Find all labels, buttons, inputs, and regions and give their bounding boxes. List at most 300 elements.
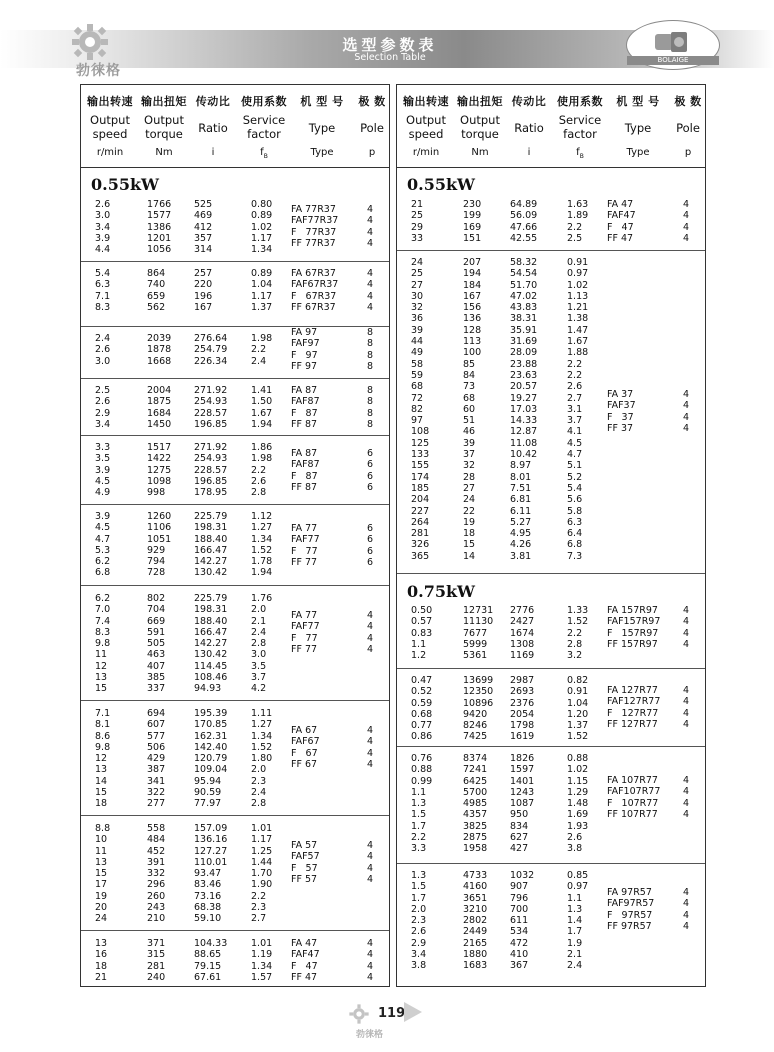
table-cell: 1.3 <box>567 903 583 915</box>
table-cell: 264 <box>411 516 430 528</box>
table-cell: 0.50 <box>411 605 433 616</box>
table-cell: 68 <box>463 392 476 404</box>
col-pole <box>367 327 383 372</box>
table-cell: FA 157R97 <box>607 605 658 616</box>
table-cell: 1.78 <box>251 556 273 568</box>
unit-pole: p <box>368 147 376 158</box>
col-pole-en: Pole <box>676 121 700 135</box>
table-cell: FAF97 <box>291 338 320 350</box>
unit-torque: Nm <box>471 147 489 158</box>
table-cell: 6425 <box>463 775 488 787</box>
table-cell: 120.79 <box>194 753 228 765</box>
table-cell: 94.93 <box>194 683 222 695</box>
table-cell: 2.6 <box>251 475 267 487</box>
col-sf-en: Service factor <box>558 113 602 141</box>
table-cell: 2.1 <box>567 949 583 961</box>
unit-type: Type <box>626 147 650 158</box>
table-cell: 2039 <box>147 333 172 344</box>
table-cell: 929 <box>147 544 166 556</box>
table-cell: 277 <box>147 798 166 810</box>
col-torque <box>147 593 187 695</box>
col-ratio-en: Ratio <box>198 121 228 135</box>
table-cell: 32 <box>411 302 424 314</box>
col-ratio <box>510 199 554 244</box>
table-cell: 1.52 <box>567 616 589 628</box>
col-speed-cn: 输出转速 <box>87 95 133 108</box>
table-cell: 0.86 <box>411 731 433 743</box>
table-cell: 627 <box>510 832 529 844</box>
table-cell: 2987 <box>510 675 535 686</box>
table-cell: 11 <box>95 649 108 661</box>
table-cell: 1.19 <box>251 949 273 961</box>
table-cell: 5.8 <box>567 505 583 517</box>
table-cell: 8 <box>367 360 374 372</box>
col-torque <box>463 257 503 562</box>
table-cell: 1826 <box>510 753 535 764</box>
table-cell: F 97 <box>291 349 318 361</box>
table-cell: 2.1 <box>251 615 267 627</box>
table-cell: 5.2 <box>567 471 583 483</box>
table-cell: 1.29 <box>567 786 589 798</box>
table-cell: FA 67R37 <box>291 268 336 279</box>
table-cell: 1.17 <box>251 834 273 846</box>
table-cell: 4 <box>683 696 690 708</box>
row-divider <box>81 326 389 327</box>
table-cell: 100 <box>463 347 482 359</box>
table-cell: 1.2 <box>411 650 427 662</box>
table-cell: 0.59 <box>411 697 433 709</box>
table-cell: 1.13 <box>567 290 589 302</box>
table-cell: 1056 <box>147 244 172 256</box>
table-cell: 18 <box>463 528 476 540</box>
footer-logo-text: 勃徕格 <box>356 1030 384 1040</box>
table-cell: 8246 <box>463 720 488 732</box>
table-cell: 109.04 <box>194 764 228 776</box>
right-selection-table <box>396 84 706 987</box>
table-cell: 24 <box>463 494 476 506</box>
table-cell: 155 <box>411 460 430 472</box>
table-cell: 95.94 <box>194 775 222 787</box>
table-cell: 56.09 <box>510 210 538 222</box>
table-cell: 28.09 <box>510 347 538 359</box>
table-cell: FA 77 <box>291 610 318 621</box>
table-cell: 1.67 <box>251 407 273 419</box>
table-cell: 12350 <box>463 686 494 698</box>
col-ratio <box>510 257 554 562</box>
table-cell: 195.39 <box>194 708 228 719</box>
table-cell: 4 <box>683 232 690 244</box>
table-cell: 385 <box>147 672 166 684</box>
table-cell: 198.31 <box>194 522 228 534</box>
table-cell: 25 <box>411 268 424 280</box>
table-cell: 4 <box>683 685 690 696</box>
table-cell: F 47 <box>291 960 318 972</box>
table-cell: 11130 <box>463 616 494 628</box>
table-cell: 534 <box>510 926 529 938</box>
col-type <box>291 268 361 313</box>
table-cell: F 157R97 <box>607 627 659 639</box>
col-speed <box>411 199 451 244</box>
table-cell: 142.40 <box>194 741 228 753</box>
col-ratio-en: Ratio <box>514 121 544 135</box>
table-cell: 1450 <box>147 418 172 430</box>
table-cell: 166.47 <box>194 626 228 638</box>
col-pole <box>367 938 383 983</box>
table-cell: FA 107R77 <box>607 775 658 786</box>
table-cell: 20 <box>95 902 108 914</box>
table-cell: 1.89 <box>567 210 589 222</box>
table-cell: 1.5 <box>411 809 427 821</box>
col-ratio <box>194 199 238 255</box>
table-cell: 169 <box>463 221 482 233</box>
table-cell: 8 <box>367 327 374 338</box>
table-cell: 1619 <box>510 731 535 743</box>
table-cell: 39 <box>411 324 424 336</box>
table-cell: 1.94 <box>251 418 273 430</box>
col-torque <box>147 199 187 255</box>
table-cell: 3825 <box>463 820 488 832</box>
table-cell: 230 <box>463 199 482 210</box>
table-cell: 82 <box>411 403 424 415</box>
table-cell: 47.02 <box>510 290 538 302</box>
table-cell: FA 97 <box>291 327 318 338</box>
table-cell: 43.83 <box>510 302 538 314</box>
col-sf <box>567 199 603 244</box>
table-cell: FF 87 <box>291 481 318 493</box>
table-cell: 72 <box>411 392 424 404</box>
table-cell: 16 <box>95 949 108 961</box>
table-cell: FAF87 <box>291 459 320 471</box>
col-ratio <box>510 675 554 743</box>
table-cell: 4 <box>683 422 690 434</box>
col-ratio <box>194 511 238 579</box>
table-cell: FA 47 <box>607 199 634 210</box>
table-cell: 5.27 <box>510 516 532 528</box>
section-title-075kw: 0.75kW <box>407 582 476 601</box>
table-cell: 1.93 <box>567 820 589 832</box>
table-cell: FAF107R77 <box>607 786 661 798</box>
logo-text: 勃徕格 <box>76 63 121 79</box>
table-cell: 21 <box>411 199 424 210</box>
table-header <box>397 85 705 168</box>
company-logo <box>46 20 146 80</box>
table-cell: 4 <box>367 215 374 227</box>
table-cell: 108 <box>411 426 430 438</box>
table-cell: 6.8 <box>95 567 111 579</box>
table-cell: 130.42 <box>194 649 228 661</box>
table-cell: 4 <box>683 898 690 910</box>
row-divider <box>397 746 705 747</box>
col-torque <box>147 333 187 367</box>
table-cell: 178.95 <box>194 487 228 499</box>
table-cell: 125 <box>411 437 430 449</box>
table-cell: 4 <box>683 221 690 233</box>
table-cell: 2.6 <box>411 926 427 938</box>
table-cell: 4 <box>367 643 374 655</box>
table-cell: 1.37 <box>567 720 589 732</box>
col-speed <box>95 442 135 498</box>
table-cell: 694 <box>147 708 166 719</box>
table-cell: 24 <box>411 257 424 268</box>
table-cell: 51.70 <box>510 279 538 291</box>
table-cell: 577 <box>147 730 166 742</box>
table-cell: 35.91 <box>510 324 538 336</box>
table-cell: 1597 <box>510 764 535 776</box>
table-cell: 7.3 <box>567 550 583 562</box>
col-ratio <box>194 268 238 313</box>
table-cell: 93.47 <box>194 868 222 880</box>
table-cell: 1.98 <box>251 333 273 344</box>
table-cell: F 47 <box>607 221 634 233</box>
table-cell: 27 <box>411 279 424 291</box>
header-row-cn <box>397 93 705 109</box>
table-cell: FAF47 <box>607 210 636 222</box>
table-cell: 315 <box>147 949 166 961</box>
col-torque <box>147 442 187 498</box>
col-sf <box>567 753 603 855</box>
table-cell: 3.0 <box>251 649 267 661</box>
gear-icon <box>62 20 118 64</box>
table-cell: 4160 <box>463 881 488 893</box>
table-cell: 6 <box>367 545 374 557</box>
table-cell: 0.52 <box>411 686 433 698</box>
col-torque <box>463 675 503 743</box>
table-cell: 12731 <box>463 605 494 616</box>
table-cell: 2.2 <box>251 464 267 476</box>
table-cell: 2.9 <box>411 937 427 949</box>
table-cell: 19 <box>463 516 476 528</box>
table-cell: 1.50 <box>251 396 273 408</box>
col-type-en: Type <box>624 121 652 135</box>
table-cell: 1.67 <box>567 336 589 348</box>
table-cell: 0.80 <box>251 199 273 210</box>
table-cell: 1087 <box>510 798 535 810</box>
col-type <box>291 448 361 493</box>
table-cell: 1.48 <box>567 798 589 810</box>
table-cell: 17 <box>95 879 108 891</box>
table-cell: 225.79 <box>194 593 228 604</box>
col-sf <box>251 938 287 983</box>
col-sf <box>567 605 603 661</box>
table-cell: 13699 <box>463 675 494 686</box>
table-cell: 4 <box>683 808 690 820</box>
col-pole <box>683 199 699 244</box>
table-cell: 4 <box>367 747 374 759</box>
table-cell: 4.5 <box>95 522 111 534</box>
table-cell: 47.66 <box>510 221 538 233</box>
col-sf-cn: 使用系数 <box>557 95 603 108</box>
table-cell: 1386 <box>147 221 172 233</box>
table-cell: 77.97 <box>194 798 222 810</box>
table-cell: 3.7 <box>567 415 583 427</box>
table-cell: 8.1 <box>95 719 111 731</box>
table-cell: FAF67R37 <box>291 279 339 291</box>
table-cell: 46 <box>463 426 476 438</box>
col-torque <box>463 605 503 661</box>
table-cell: F 67R37 <box>291 290 337 302</box>
table-cell: 562 <box>147 301 166 313</box>
table-cell: 3.9 <box>95 232 111 244</box>
row-divider <box>81 435 389 436</box>
table-cell: 0.89 <box>251 268 273 279</box>
col-torque-cn: 输出扭矩 <box>457 95 503 108</box>
table-cell: 337 <box>147 683 166 695</box>
table-cell: 1.70 <box>251 868 273 880</box>
table-cell: F 57 <box>291 862 318 874</box>
table-cell: 73 <box>463 381 476 393</box>
table-cell: 4 <box>367 873 374 885</box>
table-cell: 326 <box>411 539 430 551</box>
table-cell: 2.5 <box>95 385 111 396</box>
table-cell: 1.27 <box>251 522 273 534</box>
table-cell: 611 <box>510 915 529 927</box>
col-ratio <box>510 605 554 661</box>
table-cell: 4733 <box>463 870 488 881</box>
table-cell: 1.11 <box>251 708 273 719</box>
table-cell: 427 <box>510 843 529 855</box>
table-cell: 254.93 <box>194 396 228 408</box>
unit-type: Type <box>310 147 334 158</box>
col-type <box>607 389 677 434</box>
table-cell: 31.69 <box>510 336 538 348</box>
table-cell: 32 <box>463 460 476 472</box>
table-cell: 108.46 <box>194 672 228 684</box>
table-cell: 1.34 <box>251 533 273 545</box>
table-cell: 452 <box>147 845 166 857</box>
table-cell: 2.7 <box>251 913 267 925</box>
col-sf <box>251 268 287 313</box>
col-sf <box>251 593 287 695</box>
table-cell: 2.2 <box>411 832 427 844</box>
table-cell: 4 <box>683 616 690 628</box>
table-cell: 114.45 <box>194 660 228 672</box>
table-cell: FA 57 <box>291 840 318 851</box>
table-cell: FA 37 <box>607 389 634 400</box>
row-divider <box>81 815 389 816</box>
table-cell: 7677 <box>463 627 488 639</box>
table-cell: 196 <box>194 290 213 302</box>
table-cell: FF 67R37 <box>291 301 336 313</box>
header-row-cn <box>81 93 389 109</box>
table-cell: 669 <box>147 615 166 627</box>
table-cell: 8 <box>367 418 374 430</box>
table-cell: 2.7 <box>567 392 583 404</box>
table-cell: 410 <box>510 949 529 961</box>
table-cell: 3.2 <box>567 650 583 662</box>
table-cell: F 87 <box>291 407 318 419</box>
table-cell: 5.4 <box>95 268 111 279</box>
table-cell: 1668 <box>147 355 172 367</box>
table-cell: 1201 <box>147 232 172 244</box>
table-cell: 54.54 <box>510 268 538 280</box>
table-cell: 4 <box>367 226 374 238</box>
col-pole <box>367 610 383 655</box>
table-cell: F 97R57 <box>607 909 653 921</box>
table-cell: 1875 <box>147 396 172 408</box>
table-cell: 7.4 <box>95 615 111 627</box>
table-cell: 18 <box>95 960 108 972</box>
table-cell: 4.4 <box>95 244 111 256</box>
table-cell: 1674 <box>510 627 535 639</box>
table-cell: 58.32 <box>510 257 538 268</box>
col-sf-en: Service factor <box>242 113 286 141</box>
col-torque-en: Output torque <box>144 113 184 141</box>
table-cell: 3.4 <box>411 949 427 961</box>
table-cell: 64.89 <box>510 199 538 210</box>
table-cell: FF 37 <box>607 422 634 434</box>
col-sf <box>251 511 287 579</box>
table-cell: 84 <box>463 369 476 381</box>
table-cell: 4.9 <box>95 487 111 499</box>
table-cell: 18 <box>95 798 108 810</box>
table-cell: 4 <box>367 851 374 863</box>
table-cell: 27 <box>463 482 476 494</box>
table-cell: 1.7 <box>567 926 583 938</box>
table-cell: 1.20 <box>567 708 589 720</box>
row-divider <box>397 668 705 669</box>
page-title: 选型参数表 <box>342 36 438 54</box>
unit-sf: $f_B$ <box>576 147 584 160</box>
col-torque <box>147 268 187 313</box>
table-cell: 167 <box>463 290 482 302</box>
table-cell: 151 <box>463 232 482 244</box>
table-cell: 196.85 <box>194 475 228 487</box>
table-cell: 2.4 <box>95 333 111 344</box>
table-cell: FF 127R77 <box>607 718 658 730</box>
col-sf <box>251 823 287 925</box>
unit-pole: p <box>684 147 692 158</box>
table-cell: 25 <box>411 210 424 222</box>
table-cell: F 127R77 <box>607 707 659 719</box>
col-ratio-cn: 传动比 <box>511 95 547 108</box>
table-cell: 3.1 <box>567 403 583 415</box>
table-cell: 1.69 <box>567 809 589 821</box>
table-cell: 3210 <box>463 903 488 915</box>
table-cell: 2.2 <box>567 369 583 381</box>
col-sf <box>567 675 603 743</box>
col-sf <box>567 870 603 972</box>
table-cell: 2.6 <box>567 832 583 844</box>
table-cell: 2.4 <box>251 787 267 799</box>
table-cell: 0.47 <box>411 675 433 686</box>
table-cell: 4 <box>683 775 690 786</box>
table-cell: 4 <box>683 718 690 730</box>
table-cell: 1422 <box>147 453 172 465</box>
table-cell: 8.6 <box>95 730 111 742</box>
table-cell: 7241 <box>463 764 488 776</box>
table-cell: 1.94 <box>251 567 273 579</box>
table-cell: 4 <box>683 411 690 423</box>
table-cell: 13 <box>95 764 108 776</box>
table-cell: 1.37 <box>251 301 273 313</box>
row-divider <box>81 378 389 379</box>
table-cell: 281 <box>147 960 166 972</box>
table-cell: 1.63 <box>567 199 589 210</box>
table-cell: 1.27 <box>251 719 273 731</box>
table-cell: 281 <box>411 528 430 540</box>
table-cell: 4 <box>367 279 374 291</box>
table-cell: 1.04 <box>251 279 273 291</box>
table-cell: 228.57 <box>194 407 228 419</box>
table-cell: 60 <box>463 403 476 415</box>
table-cell: 9420 <box>463 708 488 720</box>
table-cell: 2875 <box>463 832 488 844</box>
table-cell: 5.1 <box>567 460 583 472</box>
table-cell: 225.79 <box>194 511 228 522</box>
table-cell: 83.46 <box>194 879 222 891</box>
table-cell: F 67 <box>291 747 318 759</box>
table-cell: 4 <box>683 199 690 210</box>
